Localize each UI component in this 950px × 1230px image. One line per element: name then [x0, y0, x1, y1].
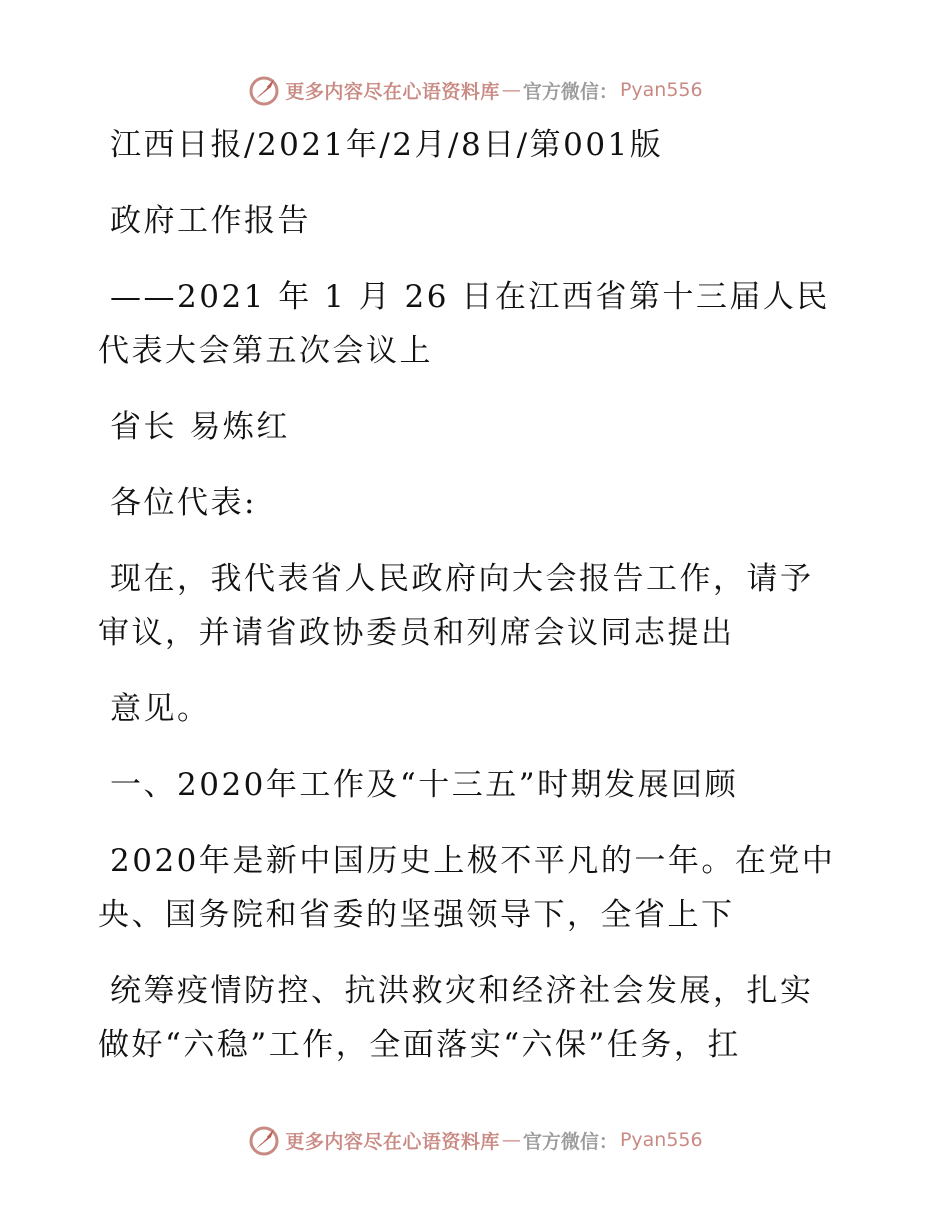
subtitle-line-1: ——2021 年 1 月 26 日在江西省第十三届人民 [110, 279, 830, 315]
watermark-separator: — [501, 1129, 521, 1151]
document-title: 政府工作报告 [110, 203, 311, 239]
watermark-wechat-id: Pyan556 [619, 79, 703, 101]
paragraph-3-line-2: 做好“六稳”工作，全面落实“六保”任务，扛 [98, 1027, 741, 1063]
watermark-main-text: 更多内容尽在心语资料库 [285, 80, 500, 103]
quill-logo-icon [247, 1123, 281, 1157]
paragraph-2-line-1: 2020年是新中国历史上极不平凡的一年。在党中 [110, 843, 836, 879]
document-body [98, 118, 838, 1072]
section-1-heading: 一、2020年工作及“十三五”时期发展回顾 [110, 767, 739, 803]
paragraph-3-line-1: 统筹疫情防控、抗洪救灾和经济社会发展，扎实 [110, 973, 814, 1009]
paragraph-1-line-1: 现在，我代表省人民政府向大会报告工作，请予 [110, 561, 814, 597]
subtitle-line-2: 代表大会第五次会议上 [98, 333, 433, 369]
greeting-line: 各位代表: [110, 485, 257, 521]
paragraph-2-line-2: 央、国务院和省委的坚强领导下，全省上下 [98, 897, 735, 933]
paragraph-1-line-3: 意见。 [110, 691, 211, 727]
watermark-main-text: 更多内容尽在心语资料库 [285, 1130, 500, 1153]
watermark-wechat-id: Pyan556 [619, 1129, 703, 1151]
author-line: 省长 易炼红 [110, 409, 290, 445]
watermark-label: 官方微信： [522, 1130, 618, 1153]
source-line: 江西日报/2021年/2月/8日/第001版 [110, 127, 664, 163]
paragraph-1-line-2: 审议，并请省政协委员和列席会议同志提出 [98, 615, 735, 651]
watermark-footer [0, 1120, 950, 1160]
watermark-separator: — [501, 79, 521, 101]
watermark-header [0, 70, 950, 110]
quill-logo-icon [247, 73, 281, 107]
watermark-label: 官方微信： [522, 80, 618, 103]
